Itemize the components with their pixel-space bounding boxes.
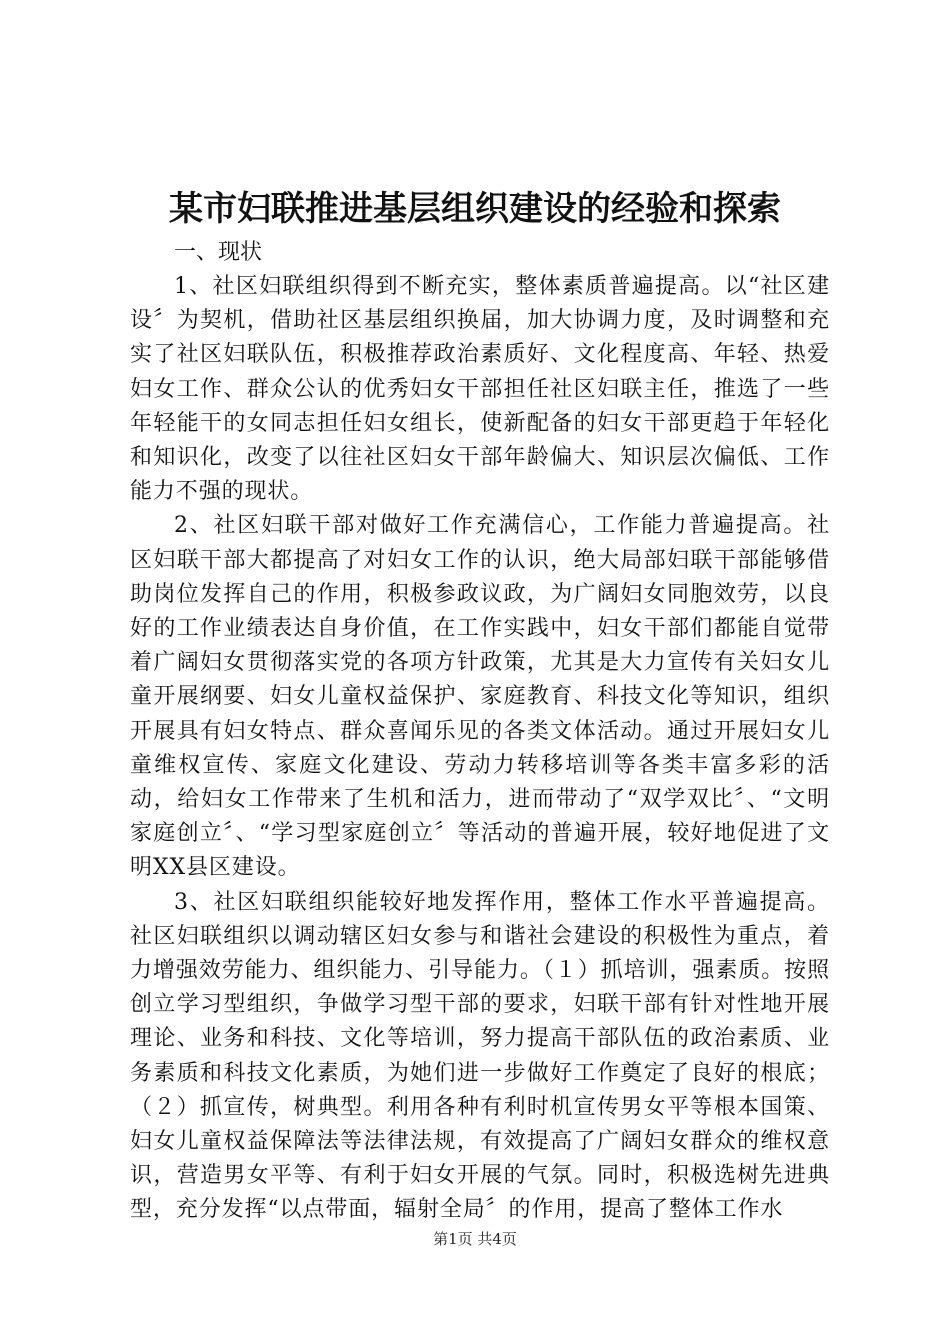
paragraph-3: 3、社区妇联组织能较好地发挥作用，整体工作水平普遍提高。社区妇联组织以调动辖区妇女参与和谐社会建设的积极性为重点，着力增强效劳能力、组织能力、引导能力。（１）抓培训，强素质。按照创立学习型组织，争做学习型干部的要求，妇联干部有针对性地开展理论、业务和科技、文化等培训，努力提高干部队伍的政治素质、业务素质和科技文化素质，为她们进一步做好工作奠定了良好的根底；（２）抓宣传，树典型。利用各种有利时机宣传男女平等根本国策、妇女儿童权益保障法等法律法规，有效提高了广阔妇女群众的维权意识，营造男女平等、有利于妇女开展的气氛。同时，积极选树先进典型，充分发挥“以点带面，辐射全局〞的作用，提高了整体工作水 [130,889,830,1223]
paragraph-2: 2、社区妇联干部对做好工作充满信心，工作能力普遍提高。社区妇联干部大都提高了对妇女工作的认识，绝大局部妇联干部能够借助岗位发挥自己的作用，积极参政议政，为广阔妇女同胞效劳，以良好的工作业绩表达自身价值，在工作实践中，妇女干部们都能自觉带着广阔妇女贯彻落实党的各项方针政策，尤其是大力宣传有关妇女儿童开展纲要、妇女儿童权益保护、家庭教育、科技文化等知识，组织开展具有妇女特点、群众喜闻乐见的各类文体活动。通过开展妇女儿童维权宣传、家庭文化建设、劳动力转移培训等各类丰富多彩的活动，给妇女工作带来了生机和活力，进而带动了“双学双比〞、“文明家庭创立〞、“学习型家庭创立〞等活动的普遍开展，较好地促进了文明XX县区建设。 [130,513,830,881]
document-title: 某市妇联推进基层组织建设的经验和探索 [169,189,781,229]
page-footer: 第1页 共4页 [433,1230,517,1248]
document-body [130,236,830,1228]
paragraph-1: 1、社区妇联组织得到不断充实，整体素质普遍提高。以“社区建设〞为契机，借助社区基层组织换届，加大协调力度，及时调整和充实了社区妇联队伍，积极推荐政治素质好、文化程度高、年轻、热爱妇女工作、群众公认的优秀妇女干部担任社区妇联主任，推选了一些年轻能干的女同志担任妇女组长，使新配备的妇女干部更趋于年轻化和知识化，改变了以往社区妇女干部年龄偏大、知识层次偏低、工作能力不强的现状。 [130,274,830,505]
section-heading: 一、现状 [174,240,263,265]
